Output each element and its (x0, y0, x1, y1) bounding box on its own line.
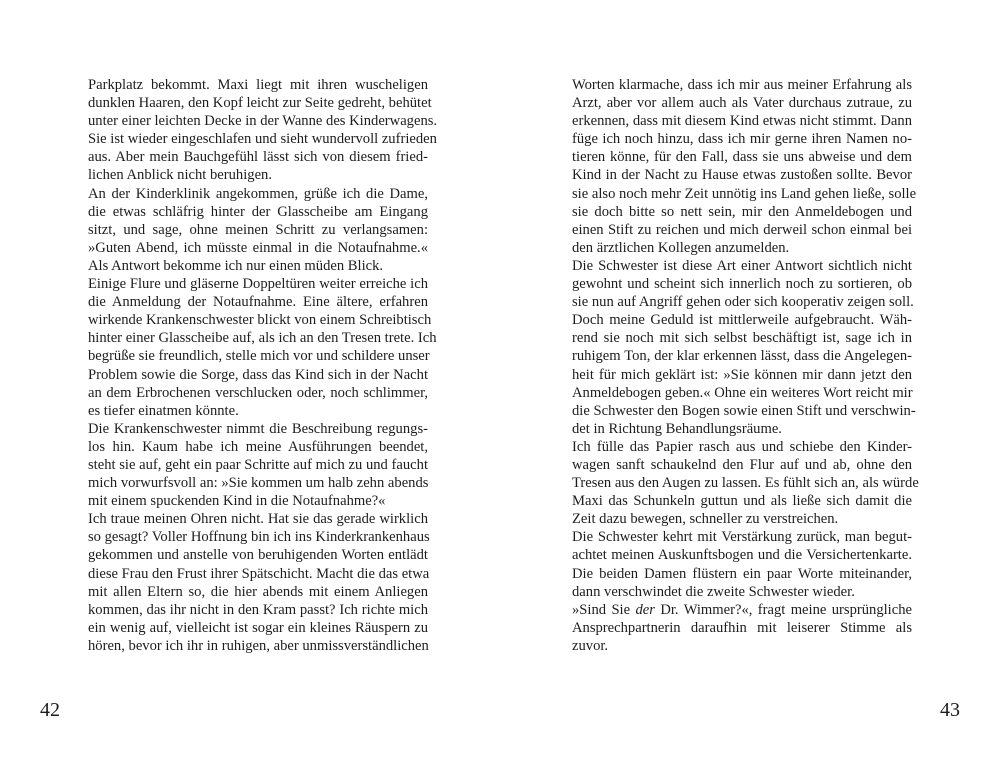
text-line: Anmeldebogen geben.« Ohne ein weiteres Wort reicht mir (572, 384, 913, 401)
text-line: mit einem spuckenden Kind in die Notaufnahme?« (88, 493, 386, 510)
text-line: Die Schwester kehrt mit Verstärkung zurück, man begut- (572, 529, 912, 546)
text-line: los hin. Kaum habe ich meine Ausführungen beendet, (88, 438, 428, 455)
text-line: steht sie auf, geht ein paar Schritte auf mich zu und faucht (88, 456, 428, 473)
text-line: Worten klarmache, dass ich mir aus meiner Erfahrung als (572, 77, 912, 93)
text-segment: »Sind Sie (572, 601, 636, 618)
text-line: mit allen Eltern so, die hier abends mit einem Anliegen (88, 583, 428, 600)
right-page-number: 43 (940, 699, 960, 721)
text-line: det in Richtung Behandlungsräume. (572, 420, 782, 437)
text-line: lichen Anblick nicht beruhigen. (88, 167, 272, 184)
text-line: es tiefer einatmen könnte. (88, 402, 239, 419)
text-line: ein wenig auf, vielleicht ist sogar ein kleines Räuspern zu (88, 619, 428, 636)
text-line: An der Kinderklinik angekommen, grüße ich die Dame, (88, 185, 428, 202)
text-line: Als Antwort bekomme ich nur einen müden Blick. (88, 257, 384, 274)
text-line: sie doch bitte so nett sein, mir den Anmeldebogen und (572, 203, 912, 220)
text-line: diese Frau den Frust ihrer Spätschicht. Macht die das etwa (88, 565, 430, 582)
text-line: Ich traue meinen Ohren nicht. Hat sie das gerade wirklich (88, 511, 428, 528)
text-line: die Anmeldung der Notaufnahme. Eine ältere, erfahren (88, 294, 428, 311)
text-line: gekommen und anstelle von beruhigenden Worten entlädt (88, 547, 428, 564)
text-line: dann verschwindet die zweite Schwester wieder. (572, 583, 855, 600)
text-line: Ich fülle das Papier rasch aus und schiebe den Kinder- (572, 438, 912, 455)
emphasized-word: der (635, 601, 655, 618)
text-line: Zeit dazu bewegen, schneller zu verstreichen. (572, 511, 839, 528)
text-line: dunklen Haaren, den Kopf leicht zur Seite gedreht, behütet (88, 95, 432, 112)
text-line: die etwas schläfrig hinter der Glasscheibe am Eingang (88, 203, 428, 220)
text-line: begrüße sie freundlich, stelle mich vor und schildere unser (88, 348, 430, 365)
text-line: Parkplatz bekommt. Maxi liegt mit ihren wuscheligen (88, 77, 428, 93)
text-line: Ansprechpartnerin daraufhin mit leiserer Stimme als (572, 619, 912, 636)
text-line: hören, bevor ich ihr in ruhigen, aber unmissverständlichen (88, 637, 429, 654)
text-line: so gesagt? Voller Hoffnung bin ich ins Kinderkrankenhaus (88, 529, 430, 546)
text-line: Doch meine Geduld ist mittlerweile aufgebraucht. Wäh- (572, 312, 912, 329)
text-line: Problem sowie die Sorge, dass das Kind sich in der Nacht (88, 366, 428, 383)
text-line: sie also noch mehr Zeit unnötig ins Land gehen ließe, solle (572, 185, 917, 202)
text-line: ruhigem Ton, der klar erkennen lässt, dass die Angelegen- (572, 348, 912, 365)
text-line: heit für mich geklärt ist: »Sie können mir dann jetzt den (572, 366, 912, 383)
text-line: mich vorwurfsvoll an: »Sie kommen um halb zehn abends (88, 475, 429, 492)
text-line: Maxi das Schunkeln guttun und als ließe sich damit die (572, 493, 912, 510)
text-line: Die beiden Damen flüstern ein paar Worte miteinander, (572, 565, 912, 582)
text-line: an dem Erbrochenen verschlucken oder, noch schlimmer, (88, 384, 428, 401)
text-line: Kind in der Nacht zu Hause etwas zustoßen sollte. Bevor (572, 167, 912, 184)
text-segment: Dr. Wimmer?«, fragt meine ursprüngliche (654, 601, 912, 618)
text-line: unter einer leichten Decke in der Wanne des Kinderwagens. (88, 113, 438, 130)
text-line: gewohnt und scheint sich innerlich noch zu sortieren, ob (572, 276, 912, 293)
text-line: den ärztlichen Kollegen anzumelden. (572, 239, 790, 256)
text-line: die Schwester den Bogen sowie einen Stift und verschwin- (572, 402, 916, 419)
text-line: wirkende Krankenschwester blickt von einem Schreibtisch (88, 312, 432, 329)
text-line: »Guten Abend, ich müsste einmal in die Notaufnahme.« (88, 239, 428, 256)
text-line: sie nun auf Angriff gehen oder sich kooperativ zeigen soll. (572, 294, 914, 311)
text-line: Tresen aus den Augen zu lassen. Es fühlt sich an, als würde (572, 475, 919, 492)
text-line: erkennen, dass mit diesem Kind etwas nicht stimmt. Dann (572, 113, 912, 130)
text-line: Die Krankenschwester nimmt die Beschreibung regungs- (88, 420, 428, 437)
text-line: hinter einer Glasscheibe auf, als ich an den Tresen trete. Ich (88, 330, 437, 347)
text-line: achtet meinen Auskunftsbogen und die Versichertenkarte. (572, 547, 912, 564)
text-line: Die Schwester ist diese Art einer Antwort sichtlich nicht (572, 257, 912, 274)
left-page-text (88, 76, 438, 655)
text-line: tieren könne, für den Fall, dass sie uns abweise und dem (572, 149, 912, 166)
right-page-text (572, 76, 919, 655)
text-line: rend sie noch mit sich selbst beschäftigt ist, sage ich in (572, 330, 912, 347)
text-line: einen Stift zu reichen und mich derweil schon einmal bei (572, 221, 912, 238)
text-line: füge ich noch hinzu, dass ich mir gerne ihren Namen no- (572, 131, 912, 148)
text-line: zuvor. (572, 637, 609, 654)
text-line: Arzt, aber vor allem auch als Vater durchaus zutraue, zu (572, 95, 912, 112)
text-line: Einige Flure und gläserne Doppeltüren weiter erreiche ich (88, 276, 428, 293)
text-line: sitzt, und sage, ohne meinen Schritt zu verlangsamen: (88, 221, 428, 238)
text-line: wagen sanft schaukelnd den Flur auf und ab, ohne den (572, 456, 912, 473)
left-page-number: 42 (40, 699, 60, 721)
text-line: aus. Aber mein Bauchgefühl lässt sich von diesem fried- (88, 149, 428, 166)
text-line (572, 601, 912, 619)
text-line: kommen, das ihr nicht in den Kram passt? Ich richte mich (88, 601, 428, 618)
text-line: Sie ist wieder eingeschlafen und sieht wundervoll zufrieden (88, 131, 437, 148)
